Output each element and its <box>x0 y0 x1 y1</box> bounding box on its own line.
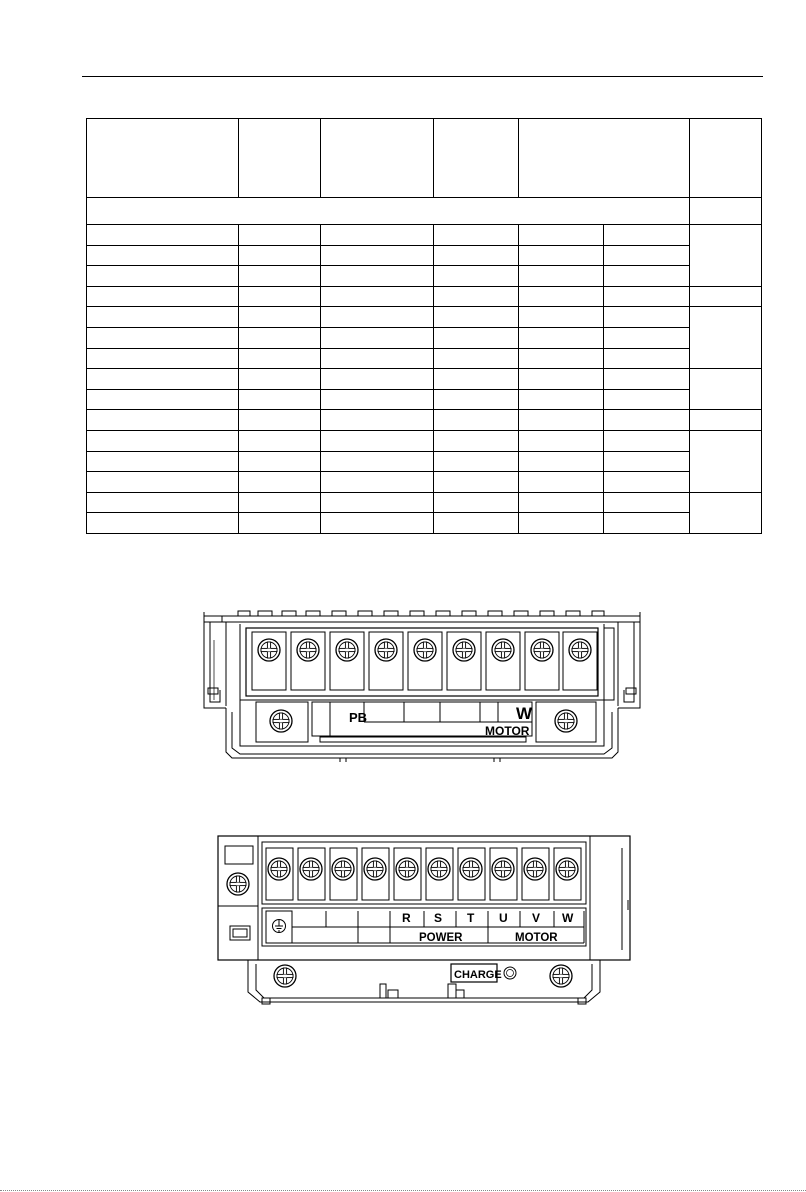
mounting-screw <box>550 965 572 987</box>
terminal-screw <box>460 858 482 880</box>
terminal-screw <box>556 858 578 880</box>
terminal-screw <box>336 639 358 661</box>
terminal-screw <box>531 639 553 661</box>
mounting-screw <box>555 710 577 732</box>
label-power: POWER <box>419 932 463 944</box>
label-r: R <box>402 911 411 925</box>
label-motor: MOTOR <box>485 724 530 738</box>
terminal-screw <box>453 639 475 661</box>
terminal-screw <box>396 858 418 880</box>
terminal-screw <box>492 858 514 880</box>
terminal-screw <box>300 858 322 880</box>
label-charge: CHARGE <box>454 969 502 981</box>
label-pb: PB <box>349 710 368 725</box>
ground-screw <box>227 873 249 895</box>
label-w: W <box>562 911 574 925</box>
terminal-screw <box>492 639 514 661</box>
terminal-screw <box>268 858 290 880</box>
terminal-screw <box>414 639 436 661</box>
terminal-screw <box>297 639 319 661</box>
label-motor: MOTOR <box>515 932 558 944</box>
terminal-screw <box>375 639 397 661</box>
terminal-screw <box>258 639 280 661</box>
label-u: U <box>499 911 508 925</box>
mounting-screw <box>274 965 296 987</box>
upper-terminal-diagram <box>204 611 640 762</box>
terminal-screw <box>569 639 591 661</box>
label-s: S <box>434 911 443 925</box>
label-t: T <box>467 911 475 925</box>
mounting-screw <box>270 710 292 732</box>
terminal-screw <box>428 858 450 880</box>
terminal-screw <box>524 858 546 880</box>
label-w: W <box>516 704 533 723</box>
terminal-screw <box>332 858 354 880</box>
footer-rule <box>0 1190 806 1191</box>
label-v: V <box>532 911 541 925</box>
terminal-screw <box>364 858 386 880</box>
